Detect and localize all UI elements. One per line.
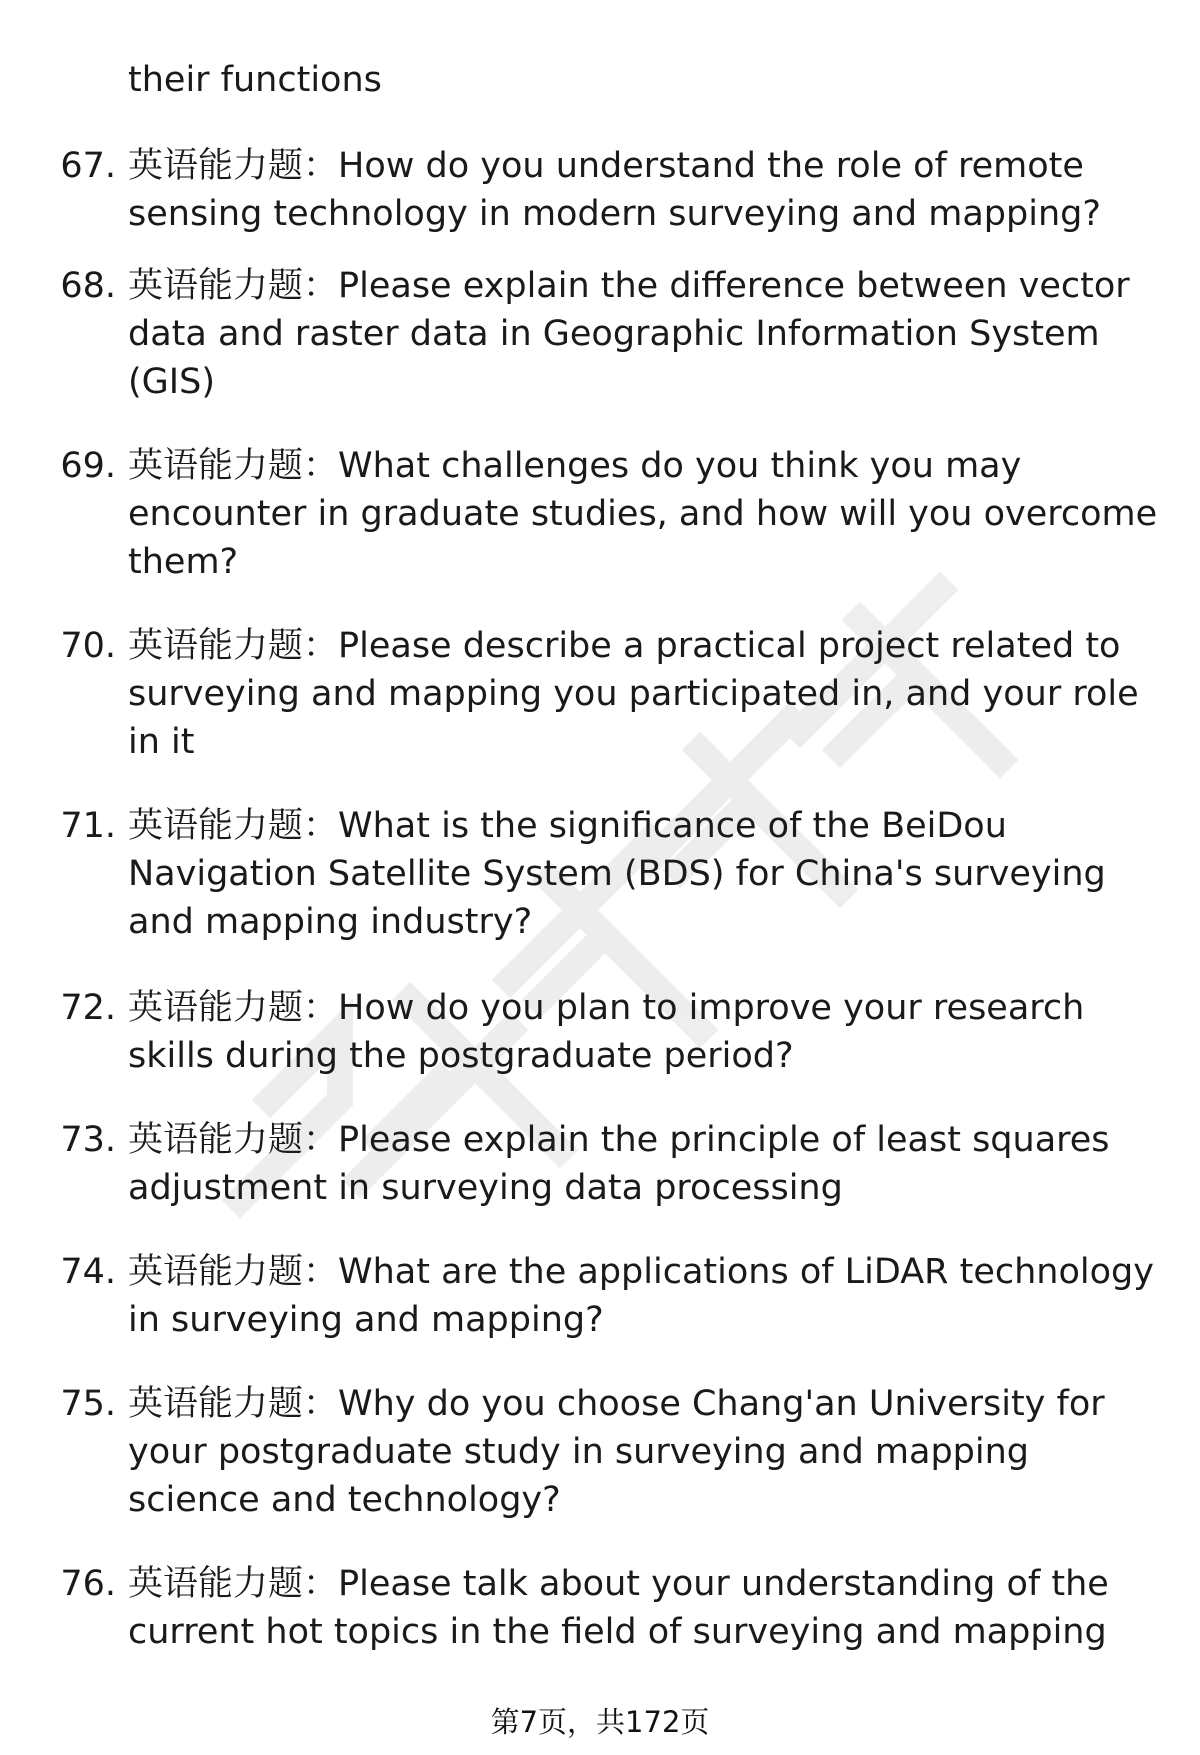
continued-text: their functions xyxy=(128,60,382,100)
question-prefix: 英语能力题： xyxy=(128,1120,339,1160)
question-prefix: 英语能力题： xyxy=(128,1384,339,1424)
question-body: What are the applications of LiDAR technology in surveying and mapping? xyxy=(128,1252,1154,1340)
question-body: What challenges do you think you may encounter in graduate studies, and how will you overcome them? xyxy=(128,446,1158,582)
question-number: 73. xyxy=(60,1120,116,1160)
question-body: Please explain the difference between vector data and raster data in Geographic Information System (GIS) xyxy=(128,266,1130,402)
question-number: 68. xyxy=(60,266,116,306)
question-prefix: 英语能力题： xyxy=(128,146,339,186)
question-prefix: 英语能力题： xyxy=(128,988,339,1028)
question-prefix: 英语能力题： xyxy=(128,626,339,666)
question-number: 75. xyxy=(60,1384,116,1424)
question-prefix: 英语能力题： xyxy=(128,806,339,846)
question-text xyxy=(128,1248,1158,1344)
question-text xyxy=(128,984,1158,1080)
question-number: 76. xyxy=(60,1564,116,1604)
question-body: What is the significance of the BeiDou Navigation Satellite System (BDS) for China's surveying and mapping industry? xyxy=(128,806,1106,942)
question-number: 72. xyxy=(60,988,116,1028)
question-text xyxy=(128,622,1158,766)
question-text xyxy=(128,1560,1158,1656)
question-number: 70. xyxy=(60,626,116,666)
question-prefix: 英语能力题： xyxy=(128,446,339,486)
question-prefix: 英语能力题： xyxy=(128,1564,339,1604)
question-prefix: 英语能力题： xyxy=(128,1252,339,1292)
question-number: 71. xyxy=(60,806,116,846)
question-body: How do you plan to improve your research skills during the postgraduate period? xyxy=(128,988,1085,1076)
question-text xyxy=(128,802,1158,946)
question-body: Please talk about your understanding of the current hot topics in the field of surveying and mapping xyxy=(128,1564,1109,1652)
question-body: Why do you choose Chang'an University for your postgraduate study in surveying and mapping science and technology? xyxy=(128,1384,1105,1520)
question-number: 74. xyxy=(60,1252,116,1292)
question-text xyxy=(128,1380,1158,1524)
question-number: 69. xyxy=(60,446,116,486)
question-text xyxy=(128,142,1158,238)
question-text xyxy=(128,262,1158,406)
page-footer: 第7页，共172页 xyxy=(490,1705,710,1739)
question-body: How do you understand the role of remote sensing technology in modern surveying and mapping? xyxy=(128,146,1101,234)
question-body: Please describe a practical project related to surveying and mapping you participated in, and your role in it xyxy=(128,626,1139,762)
question-prefix: 英语能力题： xyxy=(128,266,339,306)
question-text xyxy=(128,442,1158,586)
question-number: 67. xyxy=(60,146,116,186)
question-body: Please explain the principle of least squares adjustment in surveying data processing xyxy=(128,1120,1110,1208)
question-text xyxy=(128,1116,1158,1212)
